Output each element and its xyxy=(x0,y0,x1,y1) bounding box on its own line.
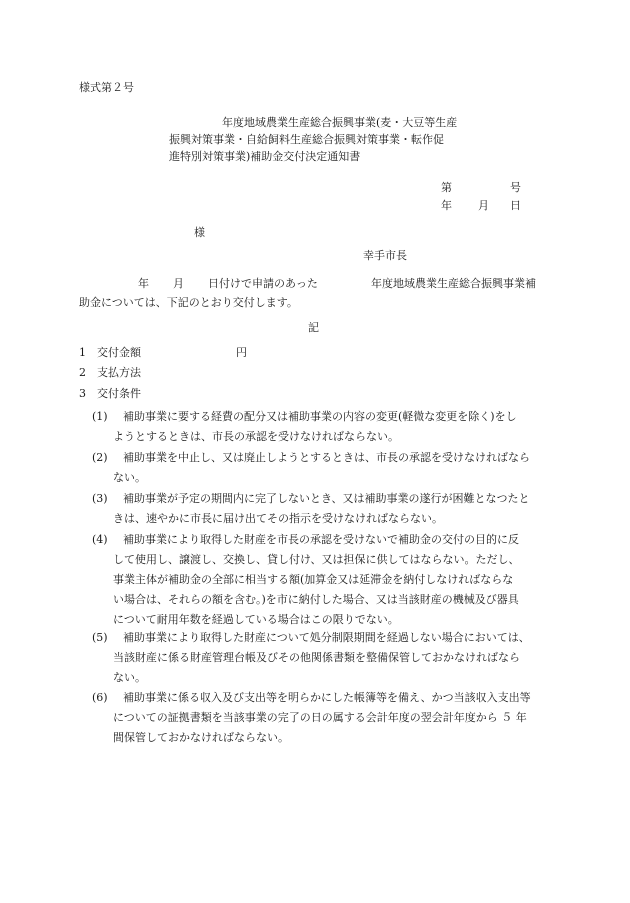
item-conditions: 3 交付条件 xyxy=(79,387,141,400)
date-month: 月 xyxy=(478,199,489,212)
date-year: 年 xyxy=(441,199,452,212)
condition-2-line-1: 補助事業を中止し、又は廃止しようとするときは、市長の承認を受けなければなら xyxy=(123,451,530,464)
condition-5 xyxy=(113,628,551,688)
condition-5-line-3: ない。 xyxy=(113,671,146,684)
date-day: 日 xyxy=(510,199,521,212)
condition-5-number: (5) xyxy=(92,631,108,644)
recipient-suffix: 様 xyxy=(194,226,205,239)
doc-number-prefix: 第 xyxy=(441,181,452,194)
condition-2-line-2: ない。 xyxy=(113,471,146,484)
condition-6 xyxy=(113,688,551,748)
condition-4-line-4: い場合は、それらの額を含む。)を市に納付した場合、又は当該財産の機械及び器具 xyxy=(113,593,519,606)
ki-heading: 記 xyxy=(308,321,319,334)
item-payment-method: 2 支払方法 xyxy=(79,366,141,379)
condition-4-line-2: して使用し、譲渡し、交換し、貸し付け、又は担保に供してはならない。ただし、 xyxy=(113,553,520,566)
condition-2-number: (2) xyxy=(92,451,108,464)
doc-number-suffix: 号 xyxy=(510,181,521,194)
intro-day-text: 日付けで申請のあった xyxy=(208,277,318,290)
intro-year: 年 xyxy=(138,277,149,290)
condition-4-line-3: 事業主体が補助金の全部に相当する額(加算金又は延滞金を納付しなければならな xyxy=(113,573,514,586)
condition-5-line-2: 当該財産に係る財産管理台帳及びその他関係書類を整備保管しておかなければなら xyxy=(113,651,520,664)
condition-4-number: (4) xyxy=(92,533,108,546)
condition-1-number: (1) xyxy=(92,410,108,423)
condition-6-line-1: 補助事業に係る収入及び支出等を明らかにした帳簿等を備え、かつ当該収入支出等 xyxy=(123,691,531,704)
condition-2 xyxy=(113,448,551,488)
intro-tail: 年度地域農業生産総合振興事業補 xyxy=(371,277,536,290)
condition-1 xyxy=(113,407,551,447)
item-amount-unit: 円 xyxy=(236,346,247,359)
title-line-1: 年度地域農業生産総合振興事業(麦・大豆等生産 xyxy=(222,116,458,129)
form-number: 様式第２号 xyxy=(79,81,134,94)
condition-4-line-1: 補助事業により取得した財産を市長の承認を受けないで補助金の交付の目的に反 xyxy=(123,533,519,546)
intro-line-2: 助金については、下記のとおり交付します。 xyxy=(79,296,298,309)
condition-3-line-1: 補助事業が予定の期間内に完了しないとき、又は補助事業の遂行が困難となつたと xyxy=(123,492,530,505)
condition-4 xyxy=(113,530,551,630)
condition-3 xyxy=(113,489,551,529)
condition-1-line-2: ようとするときは、市長の承認を受けなければならない。 xyxy=(113,430,399,443)
issuer: 幸手市長 xyxy=(363,249,407,262)
condition-6-line-2: についての証拠書類を当該事業の完了の日の属する会計年度の翌会計年度から ５ 年 xyxy=(113,711,527,724)
condition-3-number: (3) xyxy=(92,492,108,505)
condition-1-line-1: 補助事業に要する経費の配分又は補助事業の内容の変更(軽微な変更を除く)をし xyxy=(123,410,517,423)
item-amount-label: 1 交付金額 xyxy=(79,346,141,359)
intro-month: 月 xyxy=(173,277,184,290)
condition-4-line-5: について耐用年数を経過している場合はこの限りでない。 xyxy=(113,613,399,626)
condition-5-line-1: 補助事業により取得した財産について処分制限期間を経過しない場合においては、 xyxy=(123,631,530,644)
condition-6-number: (6) xyxy=(92,691,108,704)
title-line-3: 進特別対策事業)補助金交付決定通知書 xyxy=(169,150,361,163)
title-line-2: 振興対策事業・自給飼料生産総合振興対策事業・転作促 xyxy=(169,133,444,146)
condition-6-line-3: 間保管しておかなければならない。 xyxy=(113,731,289,744)
condition-3-line-2: きは、速やかに市長に届け出てその指示を受けなければならない。 xyxy=(113,512,443,525)
